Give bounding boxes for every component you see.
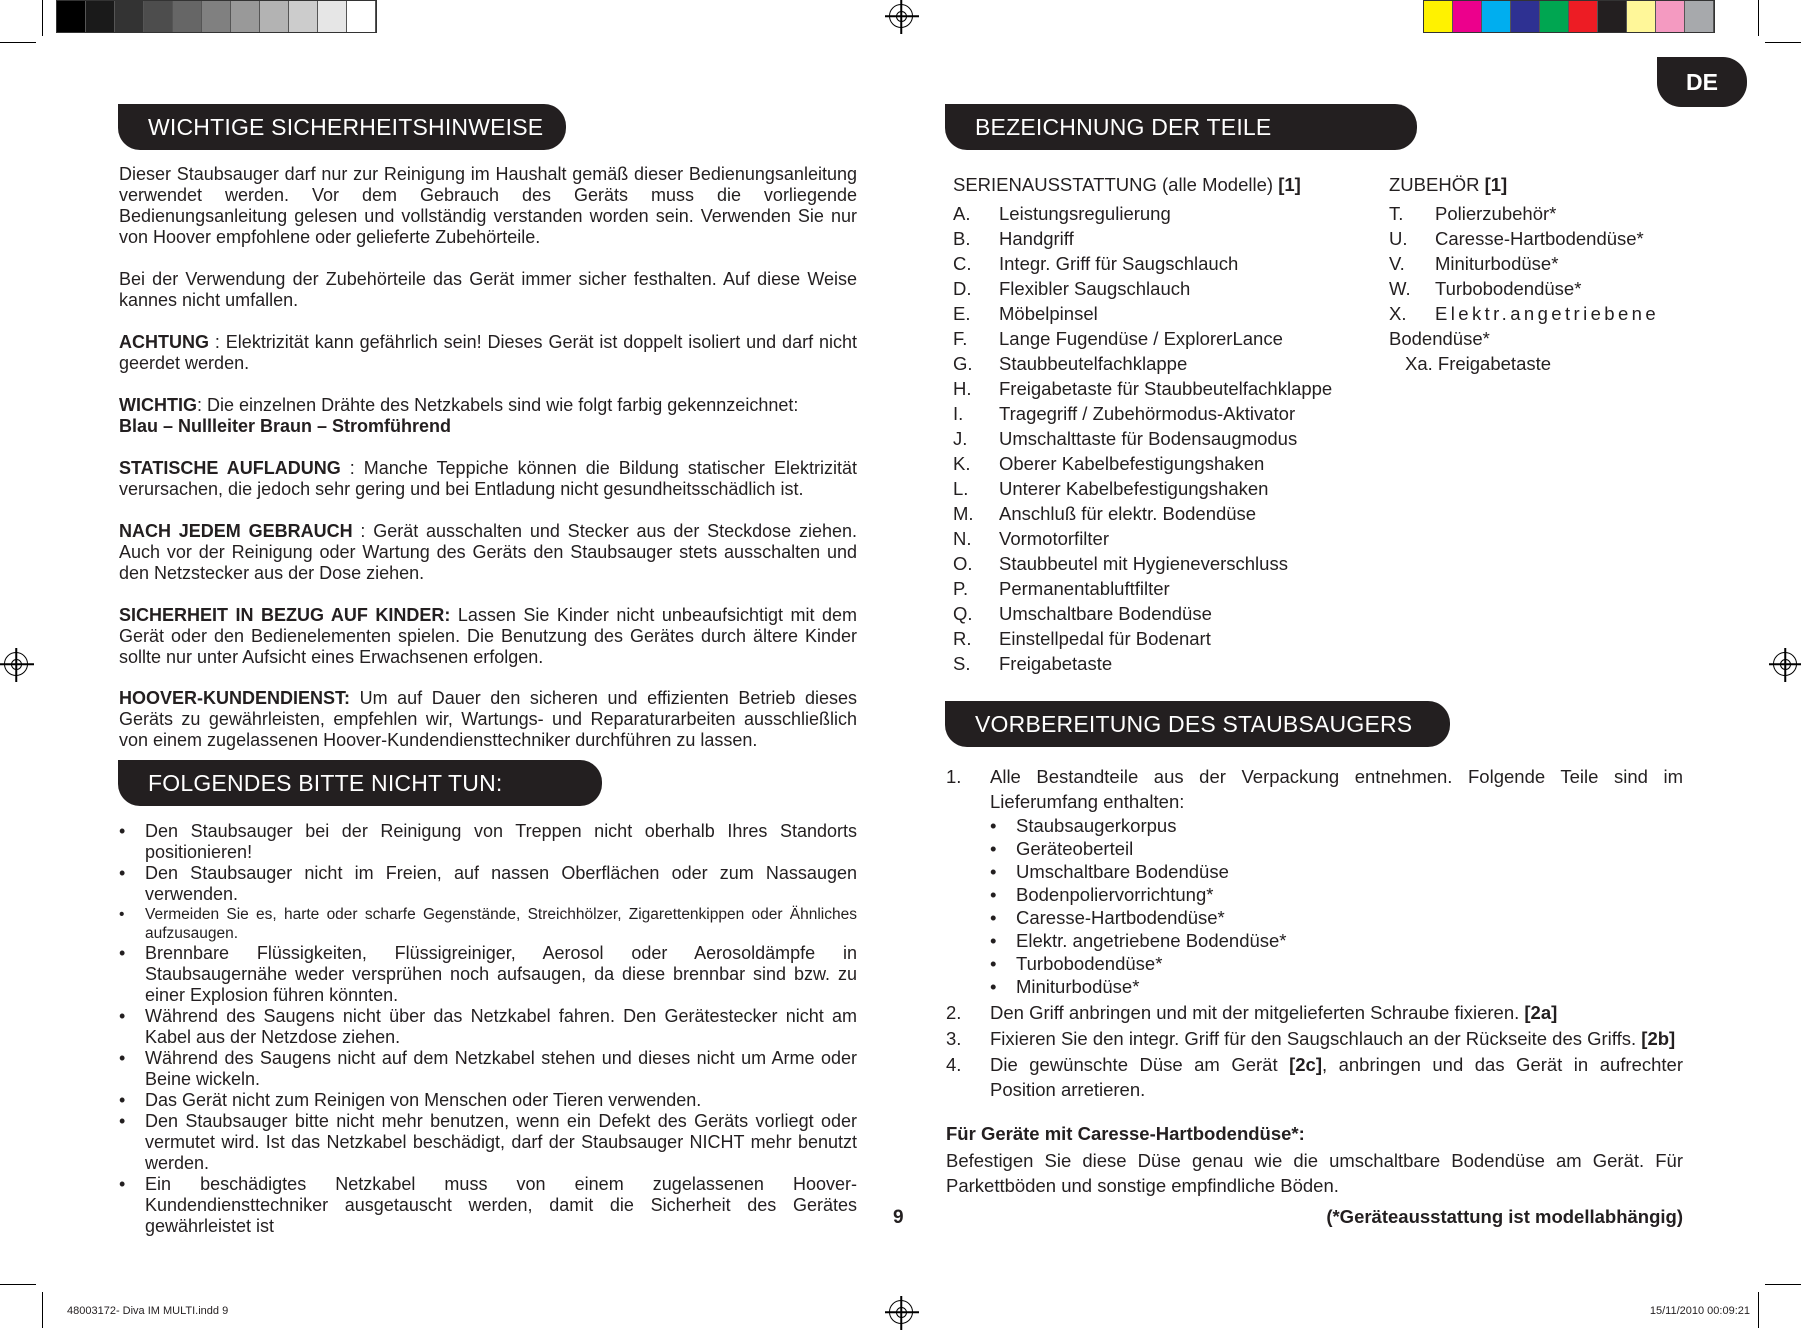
step-text: Fixieren Sie den integr. Griff für den Saugschlauch an der Rückseite des Griffs. xyxy=(990,1028,1642,1049)
part-label: Oberer Kabelbefestigungshaken xyxy=(999,453,1265,474)
wichtig-label: WICHTIG xyxy=(119,395,197,415)
prep-steps xyxy=(946,764,1683,1102)
standard-parts-list xyxy=(953,201,1332,676)
accessories-title-text: ZUBEHÖR xyxy=(1389,174,1485,195)
part-label: Staubbeutelfachklappe xyxy=(999,353,1188,374)
service-paragraph xyxy=(119,688,857,751)
part-label: Tragegriff / Zubehörmodus-Aktivator xyxy=(999,403,1296,424)
part-label: Integr. Griff für Saugschlauch xyxy=(999,253,1239,274)
step-item xyxy=(946,1052,1683,1102)
crop-mark xyxy=(1758,0,1759,36)
prep-heading xyxy=(945,701,1450,747)
part-letter: M. xyxy=(953,503,974,524)
accessory-x-continuation: Bodendüse* xyxy=(1389,328,1490,349)
donts-heading xyxy=(118,760,602,806)
part-letter: T. xyxy=(1389,203,1404,224)
list-item xyxy=(953,476,1332,501)
part-label: Miniturbodüse* xyxy=(1435,253,1559,274)
part-label: Flexibler Saugschlauch xyxy=(999,278,1191,299)
part-label: Polierzubehör* xyxy=(1435,203,1557,224)
standard-parts-title xyxy=(953,174,1301,196)
accessories-title xyxy=(1389,174,1507,196)
color-swatch xyxy=(1540,1,1569,32)
step-ref: [2c] xyxy=(1289,1054,1322,1075)
part-label: Lange Fugendüse / ExplorerLance xyxy=(999,328,1283,349)
part-letter: O. xyxy=(953,553,973,574)
list-item xyxy=(953,626,1332,651)
list-item: • Während des Saugens nicht auf dem Netzkabel stehen und dieses nicht um Arme oder Beine wickeln. xyxy=(119,1048,857,1090)
intro-paragraph: Dieser Staubsauger darf nur zur Reinigung im Haushalt gemäß dieser Bedienungsanleitung verwendet werden. Vor dem Gebrauch des Geräts muss die vorliegende Bedienungsanleitung gelesen und vollständig verstanden worden sein. Verwenden Sie nur von Hoover empfohlene oder gelieferte Zubehörteile. xyxy=(119,164,857,247)
color-swatch xyxy=(1511,1,1540,32)
part-label: Unterer Kabelbefestigungshaken xyxy=(999,478,1269,499)
step-item xyxy=(946,764,1683,814)
page-number: 9 xyxy=(893,1207,904,1228)
list-item: • Den Staubsauger nicht im Freien, auf nassen Oberflächen oder zum Nassaugen verwenden. xyxy=(119,863,857,905)
part-letter: R. xyxy=(953,628,972,649)
step-number: 4. xyxy=(946,1054,962,1075)
step-ref: [2a] xyxy=(1524,1002,1558,1023)
list-item xyxy=(953,251,1332,276)
step-number: 3. xyxy=(946,1028,962,1049)
part-label: Elektr.angetriebene xyxy=(1435,303,1660,324)
service-label: HOOVER-KUNDENDIENST: xyxy=(119,688,351,708)
list-item xyxy=(953,226,1332,251)
step-text: Den Griff anbringen und mit der mitgelieferten Schraube fixieren. xyxy=(990,1002,1525,1023)
part-label: Staubbeutel mit Hygieneverschluss xyxy=(999,553,1288,574)
list-item xyxy=(953,576,1332,601)
gray-color-bar xyxy=(56,0,377,33)
list-item: • Den Staubsauger bei der Reinigung von Treppen nicht oberhalb Ihres Standorts positionieren! xyxy=(119,821,857,863)
color-swatch xyxy=(260,1,289,32)
static-text: : Manche Teppiche können die Bildung statischer Elektrizität verursachen, die jedoch sehr gering und bei Entladung nicht gesundheitsschädlich ist. xyxy=(119,458,857,499)
registration-mark-icon xyxy=(4,652,28,676)
part-label: Permanentabluftfilter xyxy=(999,578,1170,599)
color-swatch xyxy=(202,1,231,32)
list-item xyxy=(953,326,1332,351)
list-item: • Turbobodendüse* xyxy=(990,952,1683,975)
part-letter: I. xyxy=(953,403,964,424)
color-swatch xyxy=(1598,1,1627,32)
slug-timestamp: 15/11/2010 00:09:21 xyxy=(1649,1305,1750,1317)
registration-mark-icon xyxy=(889,1300,913,1324)
wichtig-text: : Die einzelnen Drähte des Netzkabels sind wie folgt farbig gekennzeichnet: xyxy=(197,395,799,415)
list-item: • Bodenpoliervorrichtung* xyxy=(990,883,1683,906)
part-label: Anschluß für elektr. Bodendüse xyxy=(999,503,1257,524)
step-ref: [2b] xyxy=(1641,1028,1676,1049)
wichtig-paragraph xyxy=(119,395,857,437)
list-item xyxy=(953,526,1332,551)
step-text: , anbringen und das Gerät in aufrechter Position arretieren. xyxy=(990,1054,1683,1100)
list-item xyxy=(953,651,1332,676)
list-item: • Ein beschädigtes Netzkabel muss von einem zugelassenen Hoover-Kundendiensttechniker ausgetauscht werden, damit die Sicherheit des Gerätes gewährleistet ist xyxy=(119,1174,857,1237)
part-label: Möbelpinsel xyxy=(999,303,1098,324)
caresse-text: Befestigen Sie diese Düse genau wie die umschaltbare Bodendüse am Gerät. Für Parkettböden und sonstige empfindliche Böden. xyxy=(946,1150,1683,1196)
color-swatch xyxy=(115,1,144,32)
part-label: Turbobodendüse* xyxy=(1435,278,1582,299)
parts-heading xyxy=(945,104,1417,150)
registration-mark-icon xyxy=(889,4,913,28)
achtung-text: : Elektrizität kann gefährlich sein! Dieses Gerät ist doppelt isoliert und darf nicht geerdet werden. xyxy=(119,332,857,373)
step-number: 1. xyxy=(946,766,962,787)
accessory-paragraph: Bei der Verwendung der Zubehörteile das Gerät immer sicher festhalten. Auf diese Weise kannes nicht umfallen. xyxy=(119,269,857,310)
crop-mark xyxy=(42,1292,43,1328)
list-item: • Den Staubsauger bitte nicht mehr benutzen, wenn ein Defekt des Geräts vorliegt oder vermutet wird. Ist das Netzkabel beschädigt, darf der Staubsauger NICHT mehr benutzt werden. xyxy=(119,1111,857,1174)
part-letter: P. xyxy=(953,578,969,599)
step-text: Die gewünschte Düse am Gerät xyxy=(990,1054,1290,1075)
crop-mark xyxy=(42,0,43,36)
color-swatch xyxy=(1482,1,1511,32)
step-number: 2. xyxy=(946,1002,962,1023)
color-swatch xyxy=(1656,1,1685,32)
part-label: Vormotorfilter xyxy=(999,528,1110,549)
list-item xyxy=(953,276,1332,301)
step-text: Alle Bestandteile aus der Verpackung entnehmen. Folgende Teile sind im Lieferumfang enthalten: xyxy=(990,766,1683,812)
list-item xyxy=(953,551,1332,576)
color-swatch xyxy=(231,1,260,32)
process-color-bar xyxy=(1423,0,1715,33)
list-item xyxy=(953,301,1332,326)
list-item: • Das Gerät nicht zum Reinigen von Menschen oder Tieren verwenden. xyxy=(119,1090,857,1111)
part-label: Umschalttaste für Bodensaugmodus xyxy=(999,428,1298,449)
color-swatch xyxy=(1627,1,1656,32)
footnote: (*Geräteausstattung ist modellabhängig) xyxy=(1326,1206,1683,1227)
prep-heading-text: VORBEREITUNG DES STAUBSAUGERS xyxy=(975,710,1413,737)
step-item xyxy=(946,1026,1683,1052)
list-item xyxy=(1389,276,1659,301)
part-letter: F. xyxy=(953,328,968,349)
part-label: Freigabetaste xyxy=(999,653,1113,674)
donts-heading-text: FOLGENDES BITTE NICHT TUN: xyxy=(148,769,503,796)
static-label: STATISCHE AUFLADUNG xyxy=(119,458,341,478)
service-text: Um auf Dauer den sicheren und effizienten Betrieb dieses Geräts zu gewährleisten, empfehlen wir, Wartungs- und Reparaturarbeiten ausschließlich von einem zugelassenen Hoover-Kundendiensttechniker durchführen zu lassen. xyxy=(119,688,857,750)
part-letter: S. xyxy=(953,653,971,674)
kids-label: SICHERHEIT IN BEZUG AUF KINDER: xyxy=(119,605,451,625)
list-item xyxy=(953,426,1332,451)
list-item: • Brennbare Flüssigkeiten, Flüssigreiniger, Aerosol oder Aerosoldämpfe in Staubsaugernähe weder versprühen noch aufsaugen, da diese brennbar sind bzw. zu einer Explosion führen könnten. xyxy=(119,943,857,1006)
accessories-list xyxy=(1389,201,1659,326)
list-item: • Miniturbodüse* xyxy=(990,975,1683,998)
list-item: • Caresse-Hartbodendüse* xyxy=(990,906,1683,929)
achtung-label: ACHTUNG xyxy=(119,332,209,352)
part-label: Freigabetaste für Staubbeutelfachklappe xyxy=(999,378,1333,399)
part-letter: B. xyxy=(953,228,971,249)
part-label: Leistungsregulierung xyxy=(999,203,1171,224)
kids-paragraph xyxy=(119,605,857,668)
safety-heading-text: WICHTIGE SICHERHEITSHINWEISE xyxy=(148,113,544,140)
color-swatch xyxy=(289,1,318,32)
parts-heading-text: BEZEICHNUNG DER TEILE xyxy=(975,113,1272,140)
part-letter: D. xyxy=(953,278,972,299)
color-swatch xyxy=(1453,1,1482,32)
part-letter: G. xyxy=(953,353,973,374)
crop-mark xyxy=(0,42,36,43)
list-item xyxy=(953,601,1332,626)
list-item: • Während des Saugens nicht über das Netzkabel fahren. Den Gerätestecker nicht am Kabel aus der Netzdose ziehen. xyxy=(119,1006,857,1048)
accessory-xa: Xa. Freigabetaste xyxy=(1405,353,1552,374)
included-items-list xyxy=(946,814,1683,998)
caresse-heading: Für Geräte mit Caresse-Hartbodendüse*: xyxy=(946,1123,1305,1144)
list-item xyxy=(953,501,1332,526)
donts-list xyxy=(119,821,857,1237)
standard-parts-ref: [1] xyxy=(1278,174,1301,195)
part-letter: L. xyxy=(953,478,969,499)
after-use-label: NACH JEDEM GEBRAUCH xyxy=(119,521,353,541)
safety-heading xyxy=(118,104,566,150)
part-label: Handgriff xyxy=(999,228,1074,249)
crop-mark xyxy=(1765,42,1801,43)
accessories-ref: [1] xyxy=(1484,174,1508,195)
part-letter: V. xyxy=(1389,253,1405,274)
list-item: • Umschaltbare Bodendüse xyxy=(990,860,1683,883)
list-item: • Vermeiden Sie es, harte oder scharfe Gegenstände, Streichhölzer, Zigarettenkippen oder Ähnliches aufzusaugen. xyxy=(119,905,857,943)
after-use-text: : Gerät ausschalten und Stecker aus der Steckdose ziehen. Auch vor der Reinigung oder Wartung des Geräts den Staubsauger stets ausschalten und den Netzstecker aus der Dose ziehen. xyxy=(119,521,858,583)
crop-mark xyxy=(0,1284,36,1285)
color-swatch xyxy=(144,1,173,32)
color-swatch xyxy=(1685,1,1714,32)
part-letter: H. xyxy=(953,378,972,399)
color-swatch xyxy=(318,1,347,32)
list-item: • Geräteoberteil xyxy=(990,837,1683,860)
registration-mark-icon xyxy=(1773,652,1797,676)
list-item xyxy=(1389,251,1659,276)
static-paragraph xyxy=(119,458,857,500)
part-letter: C. xyxy=(953,253,972,274)
list-item xyxy=(953,351,1332,376)
color-swatch xyxy=(347,1,376,32)
slug-filename: 48003172- Diva IM MULTI.indd 9 xyxy=(67,1305,229,1317)
step-item xyxy=(946,1000,1683,1026)
part-letter: A. xyxy=(953,203,971,224)
part-label: Einstellpedal für Bodenart xyxy=(999,628,1211,649)
kids-text: Lassen Sie Kinder nicht unbeaufsichtigt mit dem Gerät oder den Bedienelementen spielen. Die Benutzung des Gerätes durch ältere Kinder sollte nur unter Aufsicht eines Erwachsenen erfolgen. xyxy=(119,605,858,667)
list-item xyxy=(1389,301,1659,326)
standard-parts-title-text: SERIENAUSSTATTUNG (alle Modelle) xyxy=(953,174,1279,195)
color-swatch xyxy=(86,1,115,32)
color-swatch xyxy=(57,1,86,32)
part-letter: W. xyxy=(1389,278,1411,299)
achtung-paragraph xyxy=(119,332,857,374)
part-label: Umschaltbare Bodendüse xyxy=(999,603,1212,624)
list-item xyxy=(1389,201,1659,226)
part-letter: X. xyxy=(1389,303,1407,324)
crop-mark xyxy=(1765,1284,1801,1285)
part-label: Caresse-Hartbodendüse* xyxy=(1435,228,1644,249)
part-letter: K. xyxy=(953,453,971,474)
part-letter: U. xyxy=(1389,228,1408,249)
list-item xyxy=(953,376,1332,401)
after-use-paragraph xyxy=(119,521,857,584)
list-item: • Staubsaugerkorpus xyxy=(990,814,1683,837)
color-swatch xyxy=(173,1,202,32)
list-item xyxy=(953,401,1332,426)
list-item xyxy=(1389,226,1659,251)
color-swatch xyxy=(1569,1,1598,32)
part-letter: N. xyxy=(953,528,972,549)
crop-mark xyxy=(1758,1292,1759,1328)
list-item xyxy=(953,201,1332,226)
list-item xyxy=(953,451,1332,476)
list-item: • Elektr. angetriebene Bodendüse* xyxy=(990,929,1683,952)
part-letter: J. xyxy=(953,428,968,449)
part-letter: E. xyxy=(953,303,971,324)
wichtig-bold-line: Blau – Nullleiter Braun – Stromführend xyxy=(119,416,452,436)
language-badge: DE xyxy=(1657,57,1747,107)
part-letter: Q. xyxy=(953,603,973,624)
color-swatch xyxy=(1424,1,1453,32)
